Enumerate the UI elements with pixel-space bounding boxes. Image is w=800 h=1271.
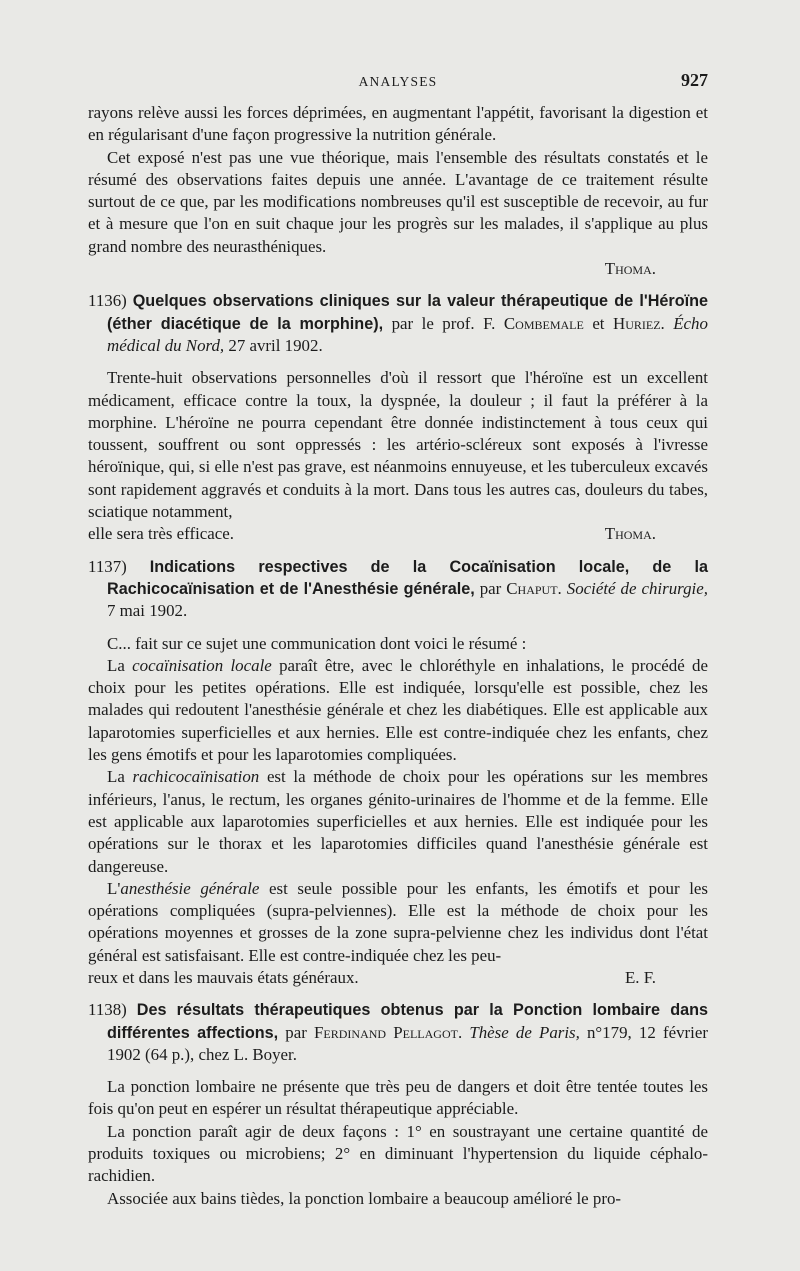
entry-1138-heading (88, 999, 708, 1066)
intro-paragraph-1: rayons relève aussi les forces déprimées, en augmentant l'appétit, favorisant la digestion et en régularisant d'une façon progressive la nutrition générale. (88, 103, 708, 145)
entry-journal: Thèse de Paris, (469, 1022, 580, 1042)
term-cocainisation-locale: cocaïnisation locale (132, 655, 272, 675)
entry-1138-paragraph-1: La ponction lombaire ne présente que très peu de dangers et doit être tentée toutes les fois qu'on peut en espérer un résultat thérapeutique appréciable. (88, 1077, 708, 1119)
entry-title: Indications respectives de la Cocaïnisation locale, de la Rachicocaïnisation et de l'Anesthésie générale, (107, 557, 708, 598)
entry-1136-closing (88, 523, 708, 545)
entry-1137-intro: C... fait sur ce sujet une communication dont voici le résumé : (107, 633, 527, 653)
paragraph-text: est seule possible pour les enfants, les émotifs et pour les opérations compliquées (supra-pelviennes). Elle est la méthode de choix pour les opérations moyennes et grosses de la zone supra-pelvienne chez les individus dont l'état général est satisfaisant. Elle est contre-indiquée chez les peu- (88, 878, 708, 965)
entry-1136-heading (88, 290, 708, 357)
intro-signature: Thoma. (604, 259, 656, 279)
lead-word: L' (107, 878, 121, 898)
entry-title: Quelques observations cliniques sur la valeur thérapeutique de l'Héroïne (éther diacétique de la morphine), (107, 292, 708, 333)
page-number: 927 (681, 70, 708, 90)
entry-number: 1137) (88, 556, 127, 576)
paragraph-text: paraît être, avec le chloréthyle en inhalations, le procédé de choix pour les petites opérations. Elle est indiquée, lorsqu'elle est possible, chez les malades qui redoutent l'anesthésie générale et chez les diabétiques. Elle est applicable aux laparotomies superficielles et aux hernies. Elle est contre-indiquée chez les enfants, chez les gens émotifs et pour les laparotomies compliquées. (88, 655, 708, 765)
entry-1137-paragraph-1 (88, 655, 708, 766)
entry-author: Combemale (503, 313, 584, 333)
entry-1137-paragraph-3 (88, 878, 708, 967)
entry-author: Huriez. (613, 313, 665, 333)
lead-word: La (107, 655, 125, 675)
entry-by: par (285, 1022, 307, 1042)
entry-number: 1136) (88, 291, 127, 311)
entry-1137-signature: E. F. (624, 967, 656, 987)
entry-1138-paragraph-2: La ponction paraît agir de deux façons : 1° en soustrayant une certaine quantité de produits toxiques ou microbiens; 2° en diminuant l'hypertension du liquide céphalo-rachidien. (88, 1121, 708, 1186)
article-body (88, 102, 708, 1210)
term-anesthesie-generale: anesthésie générale (120, 878, 260, 898)
entry-journal: Société de chirurgie, (566, 578, 708, 598)
entry-by: par (479, 578, 502, 598)
running-head: ANALYSES (358, 74, 438, 89)
lead-word: La (107, 767, 125, 787)
entry-by: par le prof. F. (391, 313, 496, 333)
entry-journal: Écho médical du Nord, (107, 313, 708, 355)
term-rachicocainisation: rachicocaïnisation (132, 767, 260, 787)
paragraph-text: est la méthode de choix pour les opérations sur les membres inférieurs, l'anus, le rectum, les organes génito-urinaires de l'homme et de la femme. Elle est applicable aux laparotomies superficielles et aux hernies. Elle est indiquée pour les opérations sur le thorax et les laparotomies difficiles quand l'anesthésie générale est dangereuse. (88, 767, 708, 876)
entry-1137-paragraph-2 (88, 766, 708, 877)
entry-1136-signature: Thoma. (604, 524, 656, 544)
intro-paragraph-2: Cet exposé n'est pas une vue théorique, mais l'ensemble des résultats constatés et le résumé des observations faites depuis une année. L'avantage de ce traitement résulte surtout de ce que, par les modifications nombreuses qu'il est susceptible de recevoir, au fur et à mesure que l'on en suit chaque jour les progrès sur les malades, il s'applique au plus grand nombre des neurasthéniques. (88, 147, 708, 256)
entry-1136-body: Trente-huit observations personnelles d'où il ressort que l'héroïne est un excellent médicament, efficace contre la toux, la dyspnée, la douleur ; il faut la préférer à la morphine. L'héroïne ne pourra cependant être donnée indistinctement à tous ceux qui toussent, souffrent ou sont oppressés : les artério-scléreux sont exposés à l'ivresse héroïnique, qui, si elle n'est pas grave, est néanmoins ennuyeuse, et les tuberculeux excavés sont rapidement aggravés et conduits à la mort. Dans tous les autres cas, douleurs du tabes, sciatique notamment, (88, 368, 708, 522)
entry-author: Chaput. (506, 578, 562, 598)
entry-number: 1138) (88, 1000, 127, 1020)
entry-1138-paragraph-3: Associée aux bains tièdes, la ponction lombaire a beaucoup amélioré le pro- (107, 1188, 622, 1208)
entry-1136-last-line: elle sera très efficace. (88, 524, 234, 544)
entry-author: Ferdinand Pellagot. (314, 1022, 463, 1042)
entry-date: 7 mai 1902. (107, 601, 188, 621)
page-header (88, 70, 708, 94)
entry-and: et (592, 313, 605, 333)
entry-1137-heading (88, 556, 708, 623)
entry-1137-last-line: reux et dans les mauvais états généraux. (88, 967, 359, 987)
entry-details: n°179, 12 février 1902 (64 p.), chez L. Boyer. (107, 1022, 708, 1064)
entry-title: Des résultats thérapeutiques obtenus par la Ponction lombaire dans différentes affections, (107, 1001, 708, 1042)
entry-1137-closing (88, 967, 708, 989)
entry-date: 27 avril 1902. (228, 335, 323, 355)
